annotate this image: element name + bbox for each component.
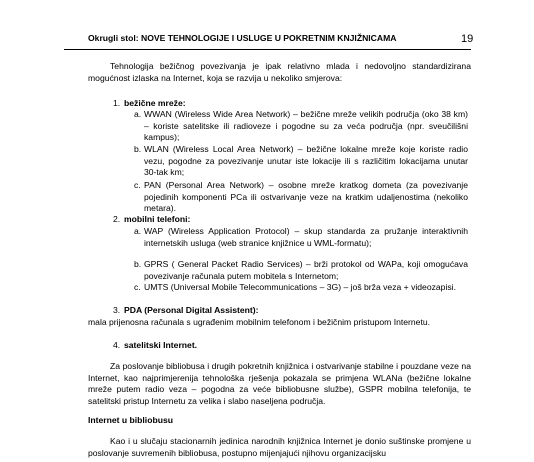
sub-letter-1c: c. — [134, 180, 141, 190]
intro-paragraph: Tehnologija bežičnog povezivanja je ipak relativno mlada i nedovoljno standardizirana mogućnost izlaska na Internet, koja se razvija u nekoliko smjerova: — [88, 61, 471, 83]
list-text-3: mala prijenosna računala s ugrađenim mobilnim telefonom i bežičnim pristupom Internetu. — [88, 317, 431, 327]
list-title-2: mobilni telefoni: — [124, 214, 191, 224]
sub-text-2c: UMTS (Universal Mobile Telecommunications – 3G) – još brža veza + videozapisi. — [144, 282, 456, 292]
list-number-3: 3. — [113, 305, 121, 315]
sub-letter-2b: b. — [134, 259, 142, 269]
list-title-3: PDA (Personal Digital Assistent): — [124, 305, 259, 315]
list-title-4: satelitski Internet. — [124, 340, 198, 350]
list-number-1: 1. — [113, 98, 121, 108]
sub-text-1b: WLAN (Wireless Local Area Network) – bežične lokalne mreže koje koriste radio vezu, pogodne za povezivanje unutar iste lokacije ili s različitim lokacijama unutar 30-tak km; — [144, 144, 468, 178]
section-title: Internet u bibliobusu — [88, 415, 173, 425]
running-header: Okrugli stol: NOVE TEHNOLOGIJE I USLUGE U POKRETNIM KNJIŽNICAMA — [88, 33, 397, 43]
paragraph-2: Za poslovanje bibliobusa i drugih pokretnih knjižnica i ostvarivanje stabilne i pouzdane veze na Internet, kao najprimjerenija tehnološka rješenja pokazala se primjena WLANa (bežične lokalne mreže putem radio veza – pogodna za veće bibliobusne službe), GSPR mobilna telefonija, te satelitski pristup Internetu za velika i slabo naseljena područja. — [88, 361, 471, 406]
sub-letter-1b: b. — [134, 144, 142, 154]
page-number: 19 — [461, 33, 474, 45]
list-title-1: bežične mreže: — [124, 98, 186, 108]
sub-text-1c: PAN (Personal Area Network) – osobne mreže kratkog dometa (za povezivanje pojedinih komponenti PCa ili ostvarivanje veze na kratkim udaljenostima (nekoliko metara). — [144, 180, 468, 214]
sub-text-2b: GPRS ( General Packet Radio Services) – brži protokol od WAPa, koji omogućava povezivanje računala putem mobitela s Internetom; — [144, 259, 468, 281]
sub-letter-2c: c. — [134, 282, 141, 292]
list-number-2: 2. — [113, 214, 121, 224]
sub-text-1a: WWAN (Wireless Wide Area Network) – bežične mreže velikih područja (oko 38 km) – koriste satelitske ili radioveze i pogodne su za veća područja (npr. sveučilišni kampus); — [144, 109, 468, 143]
list-number-4: 4. — [113, 340, 121, 350]
sub-letter-2a: a. — [134, 226, 142, 236]
header-rule — [64, 49, 471, 50]
sub-letter-1a: a. — [134, 109, 142, 119]
sub-text-2a: WAP (Wireless Application Protocol) – skup standarda za pružanje interaktivnih internetskih usluga (web stranice knjižnice u WML-formatu); — [144, 226, 468, 248]
paragraph-3: Kao i u slučaju stacionarnih jedinica narodnih knjižnica Internet je donio suštinske promjene u poslovanje suvremenih bibliobusa, postupno mijenjajući njihovu organizacijsku — [88, 436, 471, 458]
